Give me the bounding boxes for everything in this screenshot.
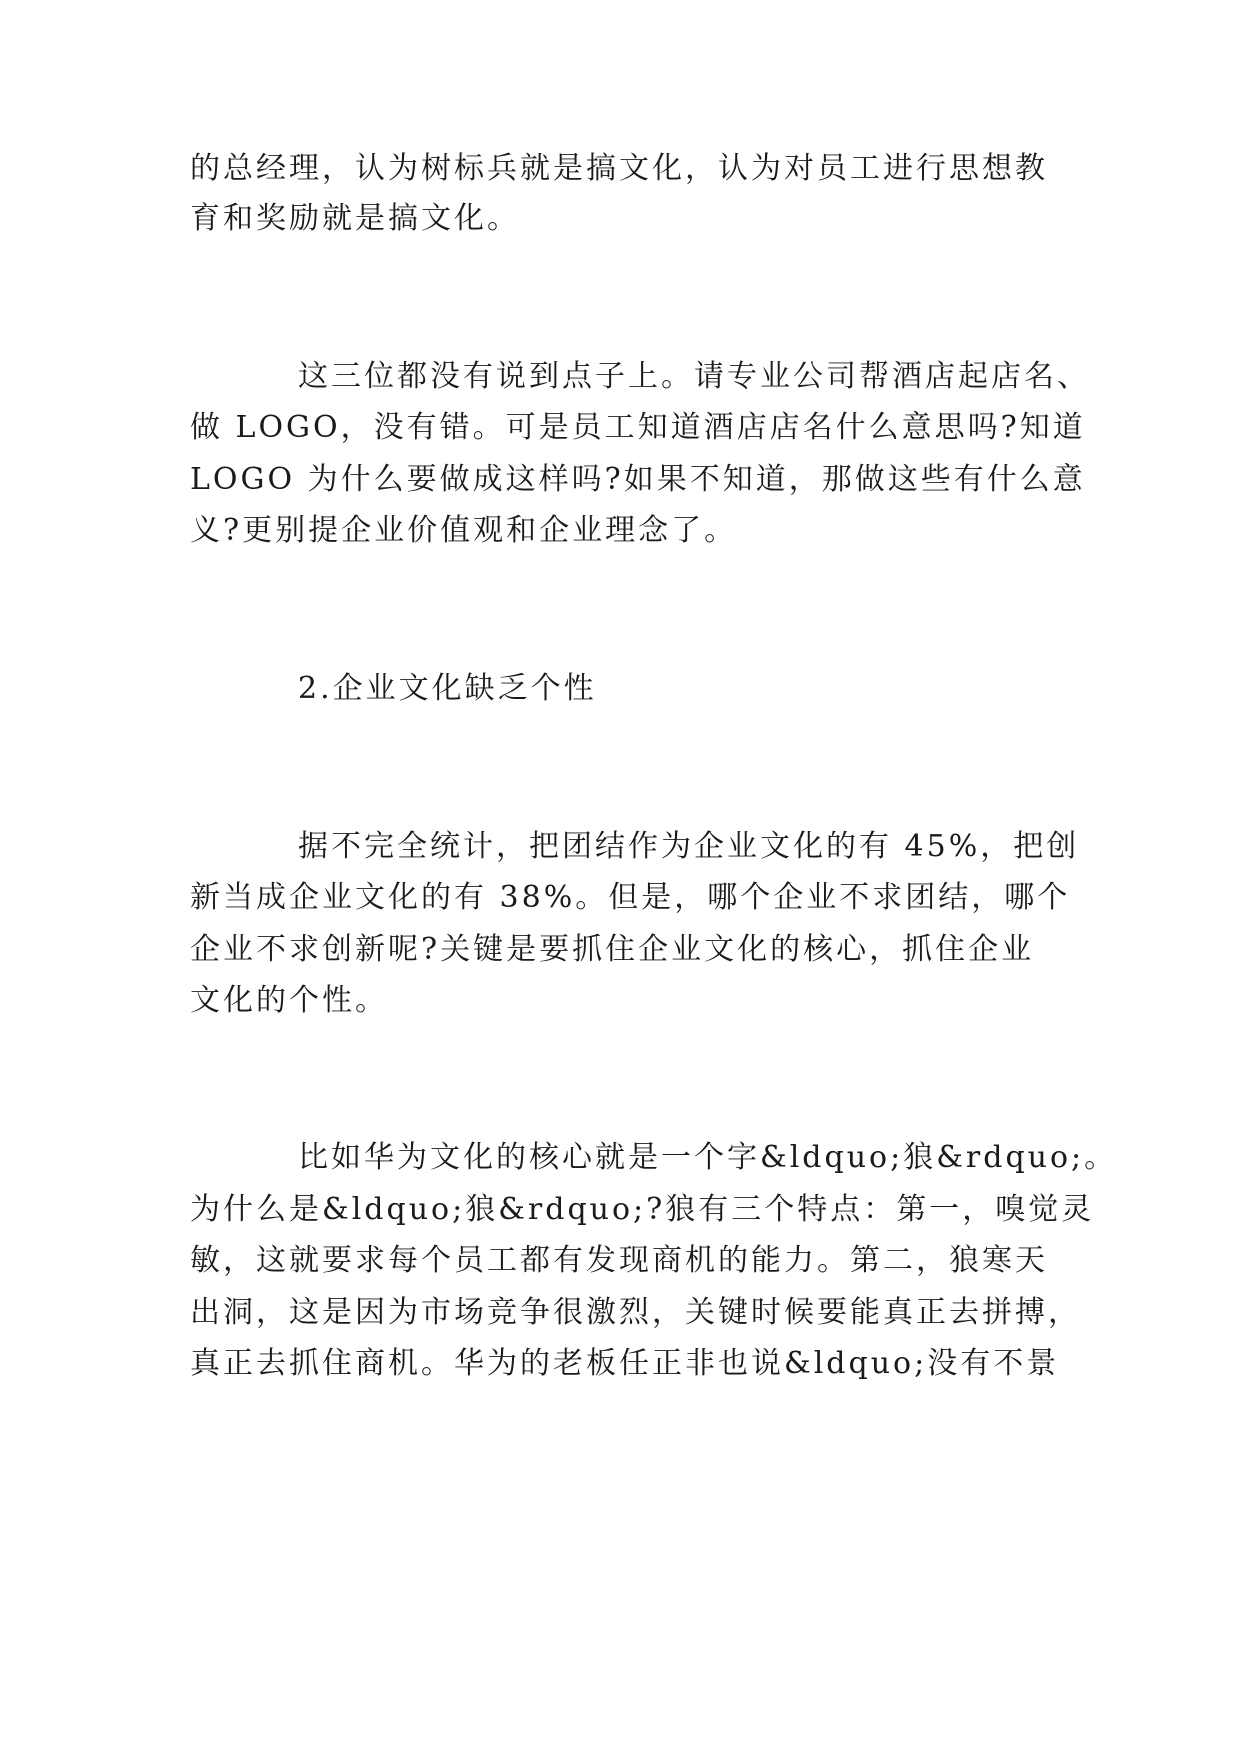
paragraph-4-line-4: 出洞，这是因为市场竞争很激烈，关键时候要能真正去拼搏， (190, 1295, 1081, 1330)
paragraph-1-line-2: 育和奖励就是搞文化。 (190, 201, 520, 236)
paragraph-3-line-3: 企业不求创新呢?关键是要抓住企业文化的核心，抓住企业 (190, 932, 1035, 967)
paragraph-1-line-1: 的总经理，认为树标兵就是搞文化，认为对员工进行思想教 (190, 151, 1048, 186)
paragraph-4-line-3: 敏，这就要求每个员工都有发现商机的能力。第二，狼寒天 (190, 1243, 1048, 1278)
paragraph-4-line-5: 真正去抓住商机。华为的老板任正非也说&ldquo;没有不景 (190, 1346, 1060, 1381)
paragraph-3-line-1: 据不完全统计，把团结作为企业文化的有 45%，把创 (298, 829, 1080, 864)
paragraph-3-line-4: 文化的个性。 (190, 983, 388, 1018)
paragraph-4-line-2: 为什么是&ldquo;狼&rdquo;?狼有三个特点：第一，嗅觉灵 (190, 1192, 1095, 1227)
section-heading: 2.企业文化缺乏个性 (298, 671, 597, 706)
paragraph-2-line-1: 这三位都没有说到点子上。请专业公司帮酒店起店名、 (298, 359, 1090, 394)
paragraph-2-line-3: LOGO 为什么要做成这样吗?如果不知道，那做这些有什么意 (190, 462, 1086, 497)
paragraph-2-line-2: 做 LOGO，没有错。可是员工知道酒店店名什么意思吗?知道 (190, 410, 1086, 445)
paragraph-4-line-1: 比如华为文化的核心就是一个字&ldquo;狼&rdquo;。 (298, 1140, 1118, 1175)
paragraph-2-line-4: 义?更别提企业价值观和企业理念了。 (190, 513, 738, 548)
paragraph-3-line-2: 新当成企业文化的有 38%。但是，哪个企业不求团结，哪个 (190, 880, 1071, 915)
